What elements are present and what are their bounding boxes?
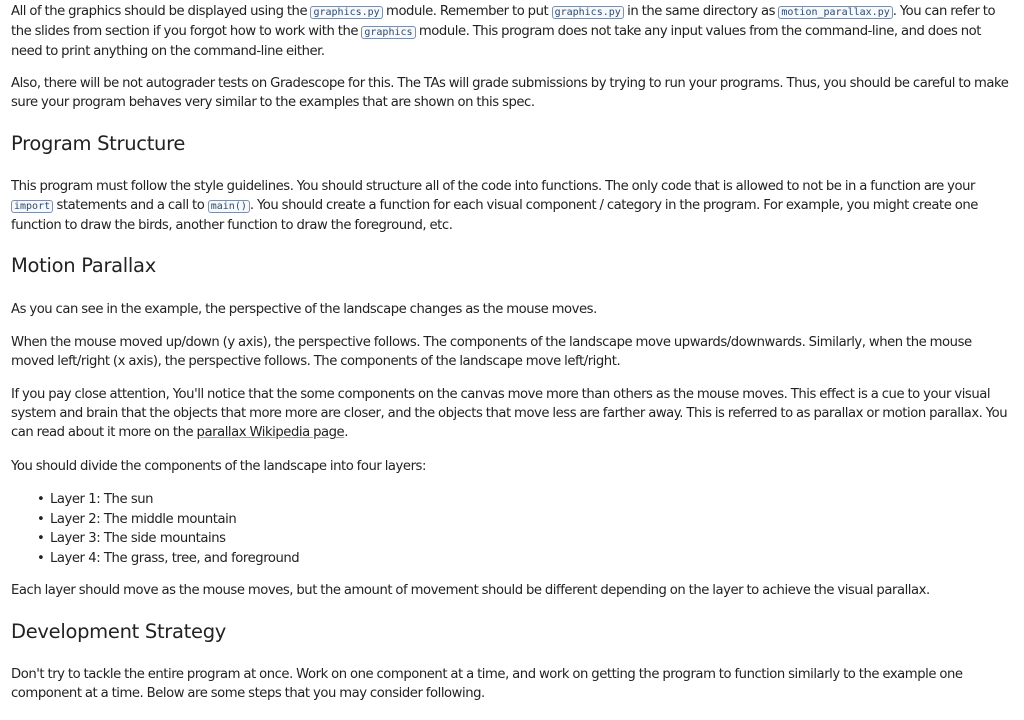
- parallax-paragraph-1: As you can see in the example, the perspective of the landscape changes as the mouse moves.: [11, 302, 597, 317]
- parallax-paragraph-3: [11, 385, 1011, 443]
- development-strategy-paragraph: Don't try to tackle the entire program at once. Work on one component at a time, and work on getting the program to function similarly to the example one component at a time. Below are some steps that you may consider following.: [11, 667, 963, 702]
- inline-code-graphics: graphics: [361, 26, 415, 39]
- inline-code-import: import: [11, 200, 53, 213]
- heading-development-strategy: Development Strategy: [11, 620, 227, 643]
- inline-code-graphics-py: graphics.py: [552, 6, 624, 19]
- program-structure-paragraph: [11, 177, 1011, 236]
- inline-code-main: main(): [208, 200, 250, 213]
- parallax-wikipedia-link[interactable]: parallax Wikipedia page: [196, 425, 345, 441]
- autograder-paragraph: Also, there will be not autograder tests on Gradescope for this. The TAs will grade submissions by trying to run your programs. Thus, you should be careful to make sure your program behaves very similar to the examples that are shown on this spec.: [11, 76, 1009, 111]
- inline-code-graphics-py: graphics.py: [310, 6, 382, 19]
- text-run: in the same directory as: [623, 4, 779, 19]
- layers-movement-paragraph: Each layer should move as the mouse moves, but the amount of movement should be different depending on the layer to achieve the visual parallax.: [11, 583, 930, 598]
- text-run: . You can refer to the slides from section if you forgot how to work with the: [11, 4, 996, 40]
- text-run: module. Remember to put: [382, 4, 552, 19]
- layers-intro-paragraph: You should divide the components of the landscape into four layers:: [11, 459, 426, 474]
- list-item: • Layer 2: The middle mountain: [11, 510, 299, 530]
- list-item: • Layer 4: The grass, tree, and foreground: [11, 549, 299, 569]
- text-run: If you pay close attention, You'll notice that the some components on the canvas move more than others as the mouse moves. This effect is a cue to your visual system and brain that the objects that more more are closer, and the objects that move less are farther away. This is referred to as parallax or motion parallax. You can read about it more on the: [11, 387, 1008, 441]
- text-run: .: [344, 425, 348, 441]
- text-run: statements and a call to: [53, 198, 208, 214]
- intro-paragraph: [11, 2, 1011, 62]
- list-item: • Layer 1: The sun: [11, 490, 299, 510]
- text-run: module. This program does not take any input values from the command-line, and does not need to print anything on the command-line either.: [11, 24, 982, 60]
- layers-list: [11, 490, 299, 568]
- text-run: This program must follow the style guidelines. You should structure all of the code into functions. The only code that is allowed to not be in a function are your: [11, 179, 976, 194]
- heading-program-structure: Program Structure: [11, 132, 186, 155]
- list-item: • Layer 3: The side mountains: [11, 529, 299, 549]
- heading-motion-parallax: Motion Parallax: [11, 254, 156, 277]
- inline-code-motion-parallax-py: motion_parallax.py: [778, 6, 892, 19]
- text-run: . You should create a function for each visual component / category in the program. For example, you might create one function to draw the birds, another function to draw the foreground, etc.: [11, 198, 978, 234]
- parallax-paragraph-2: When the mouse moved up/down (y axis), the perspective follows. The components of the landscape move upwards/downwards. Similarly, when the mouse moved left/right (x axis), the perspective follows. The components of the landscape move left/right.: [11, 335, 972, 370]
- text-run: All of the graphics should be displayed using the: [11, 4, 311, 19]
